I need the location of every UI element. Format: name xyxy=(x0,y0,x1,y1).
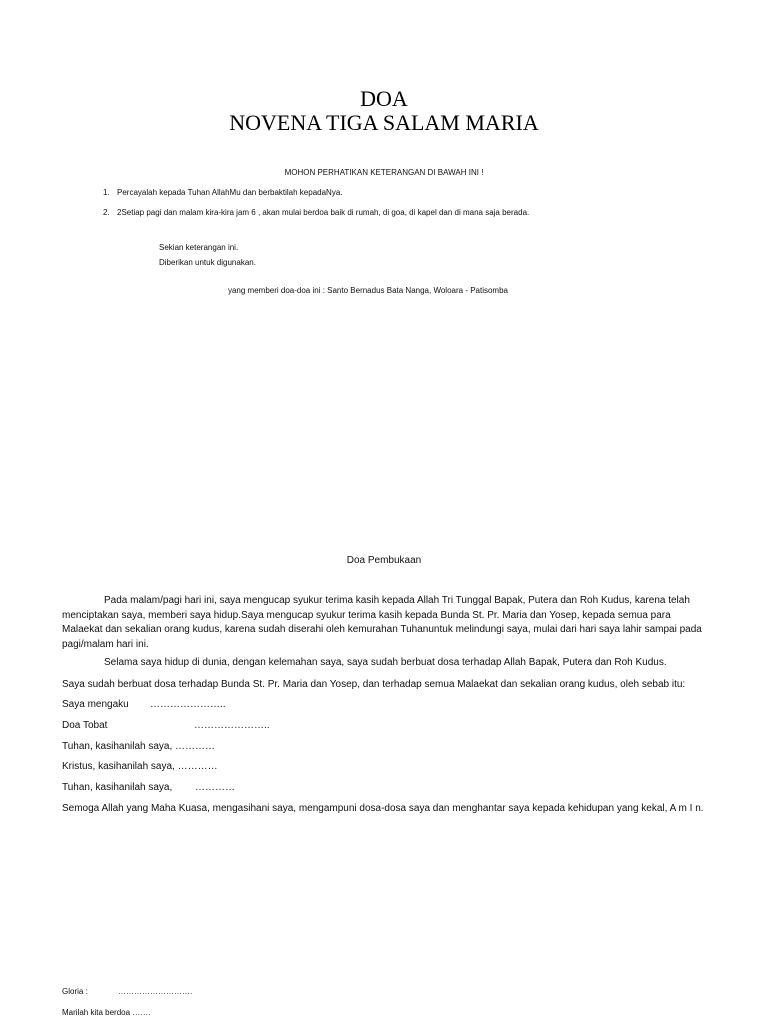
list-item-text: 2Setiap pagi dan malam kira-kira jam 6 , akan mulai berdoa baik di rumah, di goa, di kapel dan di mana saja berada. xyxy=(117,208,530,217)
notice-heading: MOHON PERHATIKAN KETERANGAN DI BAWAH INI ! xyxy=(284,168,484,177)
doc-title-line1: DOA xyxy=(360,86,408,111)
paragraph-1: Pada malam/pagi hari ini, saya mengucap syukur terima kasih kepada Allah Tri Tunggal Bapak, Putera dan Roh Kudus, karena telah menciptakan saya, memberi saya hidup.Saya mengucap syukur terima kasih kepada Bunda St. Pr. Maria dan Yosep, kepada semua para Malaekat dan sekalian orang kudus, karena sudah diserahi oleh kemurahan Tuhanuntuk melindungi saya, mulai dari hari saya lahir sampai pada pagi/malam hari ini. xyxy=(62,595,702,650)
gloria-row xyxy=(62,985,192,999)
section-title: Doa Pembukaan xyxy=(346,555,422,566)
doc-title-line2: NOVENA TIGA SALAM MARIA xyxy=(229,110,539,135)
marilah-line: Marilah kita berdoa ……. xyxy=(62,1008,151,1017)
gloria-label: Gloria : xyxy=(62,987,88,996)
tuhan-kasihanilah-1: Tuhan, kasihanilah saya, ………… xyxy=(62,741,216,752)
list-item-text: Percayalah kepada Tuhan AllahMu dan berbaktilah kepadaNya. xyxy=(117,188,343,197)
paragraph-3: Saya sudah berbuat dosa terhadap Bunda St. Pr. Maria dan Yosep, dan terhadap semua Malaekat dan sekalian orang kudus, oleh sebab itu: xyxy=(62,679,686,690)
saya-mengaku-dots: ………………….. xyxy=(150,699,226,710)
tuhan-kasihanilah-2-label: Tuhan, kasihanilah saya, xyxy=(62,782,173,793)
doa-tobat-dots: ………………….. xyxy=(194,720,270,731)
saya-mengaku-label: Saya mengaku xyxy=(62,699,129,710)
tuhan-kasihanilah-2-dots: ………… xyxy=(195,782,235,793)
list-item-number: 2. xyxy=(103,208,110,217)
doa-tobat-label: Doa Tobat xyxy=(62,720,108,731)
closing-line-1: Sekian keterangan ini. xyxy=(159,243,239,252)
gloria-dots: ………………………. xyxy=(118,987,193,996)
saya-mengaku-row xyxy=(62,698,226,712)
closing-line-2: Diberikan untuk digunakan. xyxy=(159,258,256,267)
list-item xyxy=(103,187,663,198)
list-item-number: 1. xyxy=(103,188,110,197)
kristus-kasihanilah: Kristus, kasihanilah saya, ………… xyxy=(62,761,218,772)
giver-line: yang memberi doa-doa ini : Santo Bernadus Bata Nanga, Woloara - Patisomba xyxy=(227,286,508,295)
doa-tobat-row xyxy=(62,719,270,733)
notice-list xyxy=(103,187,663,227)
semoga-line: Semoga Allah yang Maha Kuasa, mengasihani saya, mengampuni dosa-dosa saya dan menghantar saya kepada kehidupan yang kekal, A m I n. xyxy=(62,803,704,814)
paragraph-2: Selama saya hidup di dunia, dengan kelemahan saya, saya sudah berbuat dosa terhadap Allah Bapak, Putera dan Roh Kudus. xyxy=(104,657,667,668)
list-item xyxy=(103,207,663,218)
tuhan-kasihanilah-2-row xyxy=(62,781,235,795)
